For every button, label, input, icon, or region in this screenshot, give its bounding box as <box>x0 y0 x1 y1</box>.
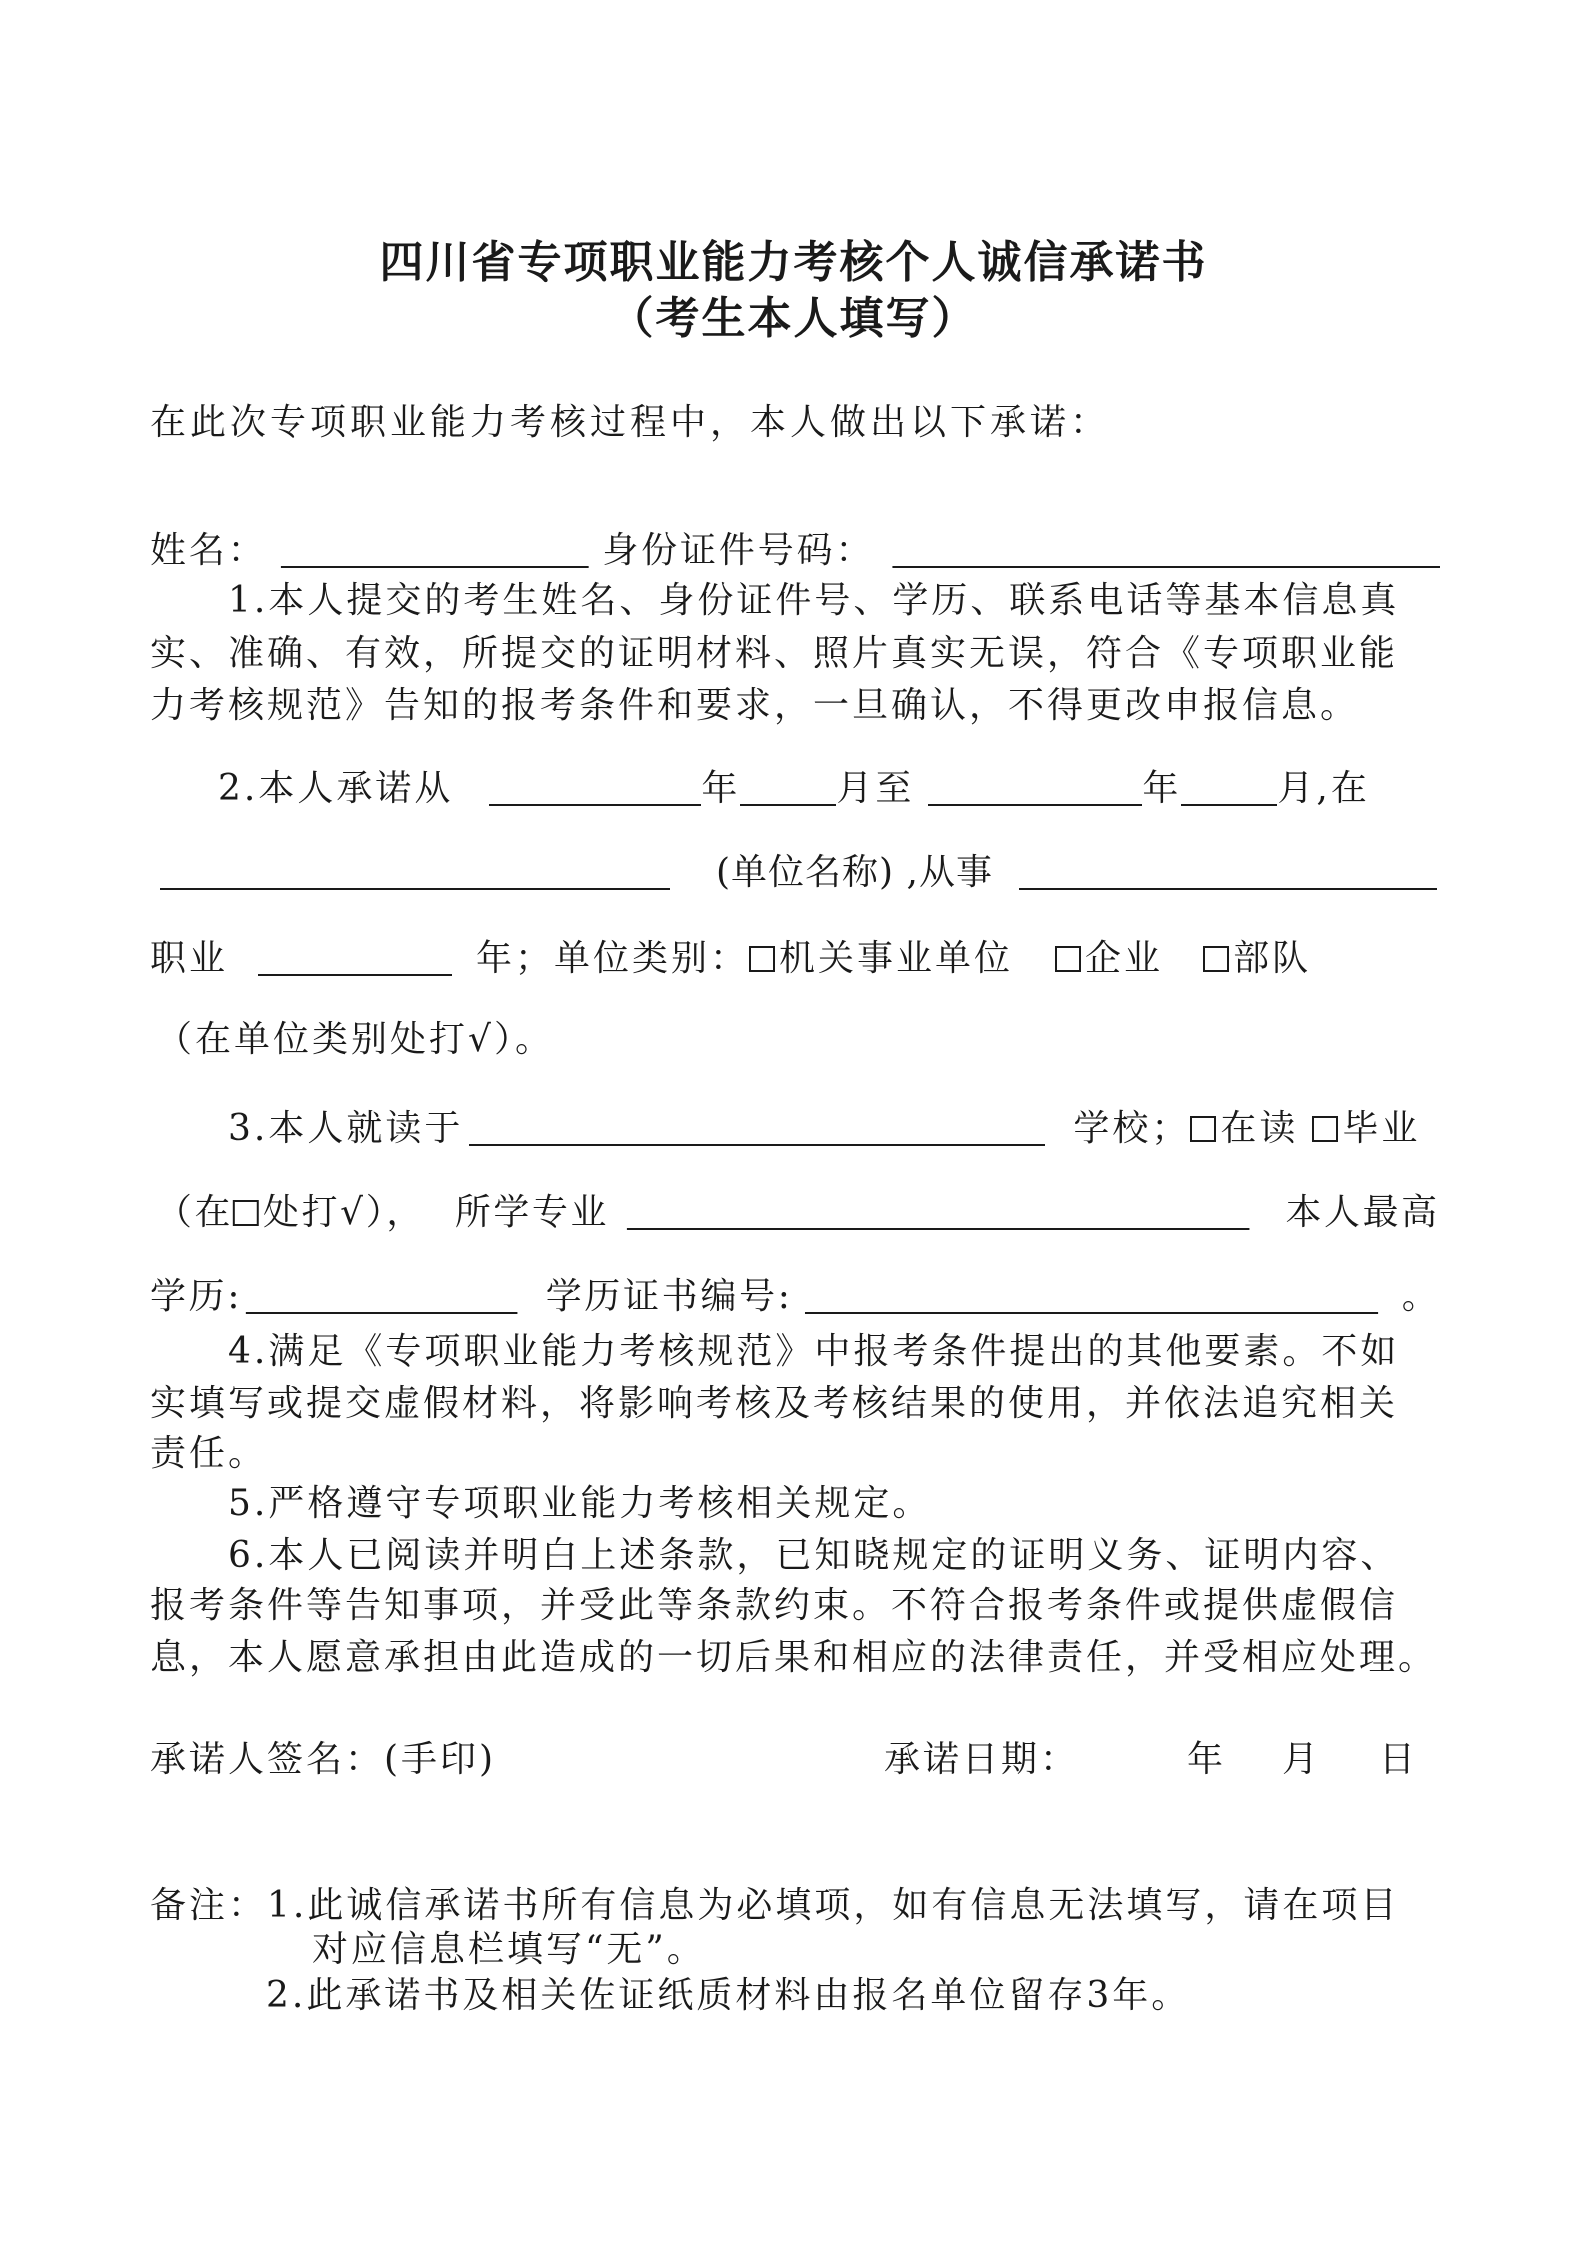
opt-government: 机关事业单位 <box>779 938 1014 979</box>
item6-line1: 6.本人已阅读并明白上述条款，已知晓规定的证明义务、证明内容、 <box>228 1535 1400 1576</box>
remark1-line1: 1.此诚信承诺书所有信息为必填项，如有信息无法填写，请在项目 <box>267 1885 1400 1926</box>
intro-text: 在此次专项职业能力考核过程中，本人做出以下承诺： <box>150 402 1111 443</box>
occupation-years-field[interactable] <box>258 938 452 976</box>
cert-no-label: 学历证书编号: <box>545 1276 793 1317</box>
occupation-label: 职业 <box>150 938 229 979</box>
item6-line2: 报考条件等告知事项，并受此等条款约束。不符合报考条件或提供虚假信 <box>150 1585 1399 1626</box>
checkbox-reading[interactable] <box>1190 1116 1216 1142</box>
opt-military: 部队 <box>1233 938 1312 979</box>
remark1-line2: 对应信息栏填写“无”。 <box>312 1929 706 1970</box>
cert-no-field[interactable] <box>805 1276 1378 1314</box>
checkbox-graduated[interactable] <box>1312 1116 1338 1142</box>
name-label: 姓名： <box>150 530 267 571</box>
signature-label: 承诺人签名：(手印) <box>150 1739 497 1780</box>
checkbox-sample-icon <box>233 1200 259 1226</box>
item3-end: 。 <box>1401 1276 1441 1317</box>
highest-label: 本人最高 <box>1285 1192 1440 1233</box>
month-to-label: 月至 <box>836 768 915 809</box>
name-id-row <box>150 530 1440 569</box>
item3-note-open: （在 <box>156 1192 234 1233</box>
major-field[interactable] <box>627 1192 1250 1230</box>
item6-line3: 息，本人愿意承担由此造成的一切后果和相应的法律责任，并受相应处理。 <box>150 1637 1438 1678</box>
document-subtitle: （考生本人填写） <box>609 293 978 344</box>
item2-row1 <box>218 768 1370 807</box>
major-label: 所学专业 <box>454 1192 610 1233</box>
education-label: 学历: <box>150 1276 243 1317</box>
unit-type-label: 年；单位类别： <box>476 938 750 979</box>
year-label: 年 <box>701 768 741 809</box>
date-label: 承诺日期： <box>884 1739 1080 1780</box>
id-number-field[interactable] <box>892 530 1440 568</box>
opt-enterprise: 企业 <box>1085 938 1164 979</box>
year2-label: 年 <box>1142 768 1182 809</box>
item5-line: 5.严格遵守专项职业能力考核相关规定。 <box>228 1483 932 1524</box>
item4-line2: 实填写或提交虚假材料，将影响考核及考核结果的使用，并依法追究相关 <box>150 1383 1399 1424</box>
school-label: 学校； <box>1073 1108 1191 1149</box>
checkbox-government[interactable] <box>749 946 775 972</box>
school-field[interactable] <box>469 1108 1045 1146</box>
end-month-field[interactable] <box>1181 768 1277 806</box>
item1-line1: 1.本人提交的考生姓名、身份证件号、学历、联系电话等基本信息真 <box>228 580 1400 621</box>
item4-line3: 责任。 <box>150 1433 268 1474</box>
start-month-field[interactable] <box>740 768 836 806</box>
item2-prefix: 2.本人承诺从 <box>218 768 454 809</box>
date-row <box>884 1739 1419 1780</box>
name-field[interactable] <box>281 530 589 568</box>
remarks-row1 <box>150 1885 1400 1926</box>
opt-reading: 在读 <box>1220 1108 1299 1149</box>
item1-line2: 实、准确、有效，所提交的证明材料、照片真实无误，符合《专项职业能 <box>150 633 1399 674</box>
document-title: 四川省专项职业能力考核个人诚信承诺书 <box>379 237 1208 288</box>
month-at-label: 月,在 <box>1277 768 1370 809</box>
item4-line1: 4.满足《专项职业能力考核规范》中报考条件提出的其他要素。不如 <box>228 1331 1400 1372</box>
item2-note: （在单位类别处打√）。 <box>156 1019 554 1060</box>
item2-row2 <box>160 852 1437 891</box>
checkbox-military[interactable] <box>1203 946 1229 972</box>
unit-name-label: (单位名称) ,从事 <box>716 852 993 893</box>
end-year-field[interactable] <box>928 768 1142 806</box>
item1-line3: 力考核规范》告知的报考条件和要求，一旦确认，不得更改申报信息。 <box>150 685 1360 726</box>
date-year: 年 <box>1187 1739 1227 1780</box>
id-label: 身份证件号码： <box>602 530 875 571</box>
date-month: 月 <box>1282 1739 1322 1780</box>
unit-name-field[interactable] <box>160 852 670 890</box>
checkbox-enterprise[interactable] <box>1055 946 1081 972</box>
date-day: 日 <box>1379 1739 1419 1780</box>
education-field[interactable] <box>246 1276 518 1314</box>
item3-row1 <box>228 1108 1420 1147</box>
remark2: 2.此承诺书及相关佐证纸质材料由报名单位留存3年。 <box>266 1975 1191 2016</box>
item3-note-close: 处打√）， <box>263 1192 425 1233</box>
item3-row2 <box>156 1192 1440 1231</box>
item2-row3 <box>150 938 1311 977</box>
remarks-label: 备注： <box>150 1885 268 1926</box>
occupation-field[interactable] <box>1019 852 1437 890</box>
start-year-field[interactable] <box>489 768 701 806</box>
item3-row3 <box>150 1276 1440 1315</box>
item3-prefix: 3.本人就读于 <box>228 1108 464 1149</box>
opt-graduated: 毕业 <box>1342 1108 1421 1149</box>
